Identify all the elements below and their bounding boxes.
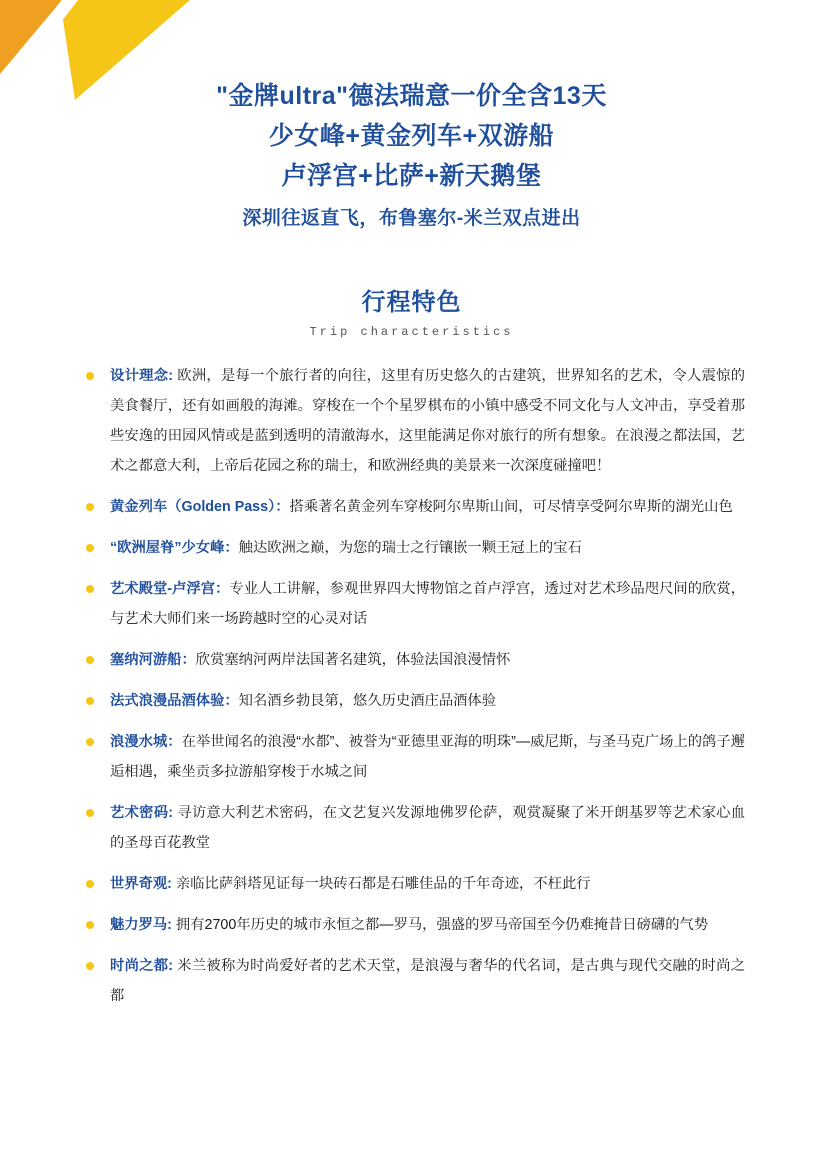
feature-text: 拥有2700年历史的城市永恒之都—罗马，强盛的罗马帝国至今仍难掩昔日磅礴的气势 — [171, 917, 709, 933]
feature-label: 世界奇观: — [110, 876, 172, 892]
bullet-icon — [86, 921, 94, 929]
feature-text: 知名酒乡勃艮第，悠久历史酒庄品酒体验 — [238, 693, 497, 709]
feature-label: 黄金列车（Golden Pass）： — [110, 499, 290, 515]
list-item — [78, 361, 745, 481]
feature-label: 法式浪漫品酒体验： — [110, 693, 239, 709]
bullet-icon — [86, 697, 94, 705]
feature-label: 塞纳河游船： — [110, 652, 196, 668]
section-subtitle-en: Trip characteristics — [309, 325, 514, 339]
bullet-icon — [86, 544, 94, 552]
feature-label: 魅力罗马: — [110, 917, 172, 933]
feature-text: 寻访意大利艺术密码，在文艺复兴发源地佛罗伦萨，观赏凝聚了米开朗基罗等艺术家心血的圣母百花教堂 — [110, 805, 746, 851]
list-item — [78, 492, 745, 522]
list-item — [78, 533, 745, 563]
list-item — [78, 686, 745, 716]
bullet-icon — [86, 880, 94, 888]
feature-label: 艺术殿堂-卢浮宫： — [110, 581, 230, 597]
feature-text: 触达欧洲之巅，为您的瑞士之行镶嵌一颗王冠上的宝石 — [238, 540, 582, 556]
bullet-icon — [86, 809, 94, 817]
feature-text: 亲临比萨斜塔见证每一块砖石都是石雕佳品的千年奇迹，不枉此行 — [171, 876, 591, 892]
feature-label: 设计理念: — [110, 368, 174, 384]
feature-text: 专业人工讲解，参观世界四大博物馆之首卢浮宫，透过对艺术珍品咫尺间的欣赏，与艺术大师们来一场跨越时空的心灵对话 — [110, 581, 745, 627]
feature-label: 时尚之都: — [110, 958, 174, 974]
bullet-icon — [86, 962, 94, 970]
feature-text: 米兰被称为时尚爱好者的艺术天堂，是浪漫与奢华的代名词，是古典与现代交融的时尚之都 — [110, 958, 746, 1004]
feature-list — [78, 361, 745, 1011]
bullet-icon — [86, 372, 94, 380]
list-item — [78, 645, 745, 675]
feature-text: 欧洲，是每一个旅行者的向往，这里有历史悠久的古建筑，世界知名的艺术，令人震惊的美食餐厅，还有如画般的海滩。穿梭在一个个星罗棋布的小镇中感受不同文化与人文冲击，享受着那些安逸的田园风情或是蓝到透明的清澈海水，这里能满足你对旅行的所有想象。在浪漫之都法国，艺术之都意大利，上帝后花园之称的瑞士，和欧洲经典的美景来一次深度碰撞吧！ — [110, 368, 746, 474]
bullet-icon — [86, 656, 94, 664]
feature-label: 浪漫水城： — [110, 734, 182, 750]
list-item — [78, 869, 745, 899]
title-line-1: "金牌ultra"德法瑞意一价全含13天 — [216, 82, 607, 110]
bullet-icon — [86, 503, 94, 511]
bullet-icon — [86, 738, 94, 746]
section-title: 行程特色 — [361, 289, 462, 316]
title-line-3: 卢浮宫+比萨+新天鹅堡 — [281, 162, 542, 190]
list-item — [78, 798, 745, 858]
bullet-icon — [86, 585, 94, 593]
list-item — [78, 951, 745, 1011]
title-subtitle: 深圳往返直飞，布鲁塞尔-米兰双点进出 — [242, 208, 581, 229]
list-item — [78, 727, 745, 787]
feature-label: 艺术密码: — [110, 805, 174, 821]
feature-text: 在举世闻名的浪漫“水都”、被誉为“亚德里亚海的明珠”—威尼斯，与圣马克广场上的鸽子邂逅相遇，乘坐贡多拉游船穿梭于水城之间 — [110, 734, 746, 780]
feature-text: 搭乘著名黄金列车穿梭阿尔卑斯山间，可尽情享受阿尔卑斯的湖光山色 — [289, 499, 733, 515]
feature-label: “欧洲屋脊”少女峰： — [110, 540, 239, 556]
list-item — [78, 910, 745, 940]
list-item — [78, 574, 745, 634]
title-block — [78, 76, 745, 236]
feature-text: 欣赏塞纳河两岸法国著名建筑，体验法国浪漫情怀 — [195, 652, 511, 668]
section-header — [78, 282, 745, 339]
title-line-2: 少女峰+黄金列车+双游船 — [268, 122, 555, 150]
